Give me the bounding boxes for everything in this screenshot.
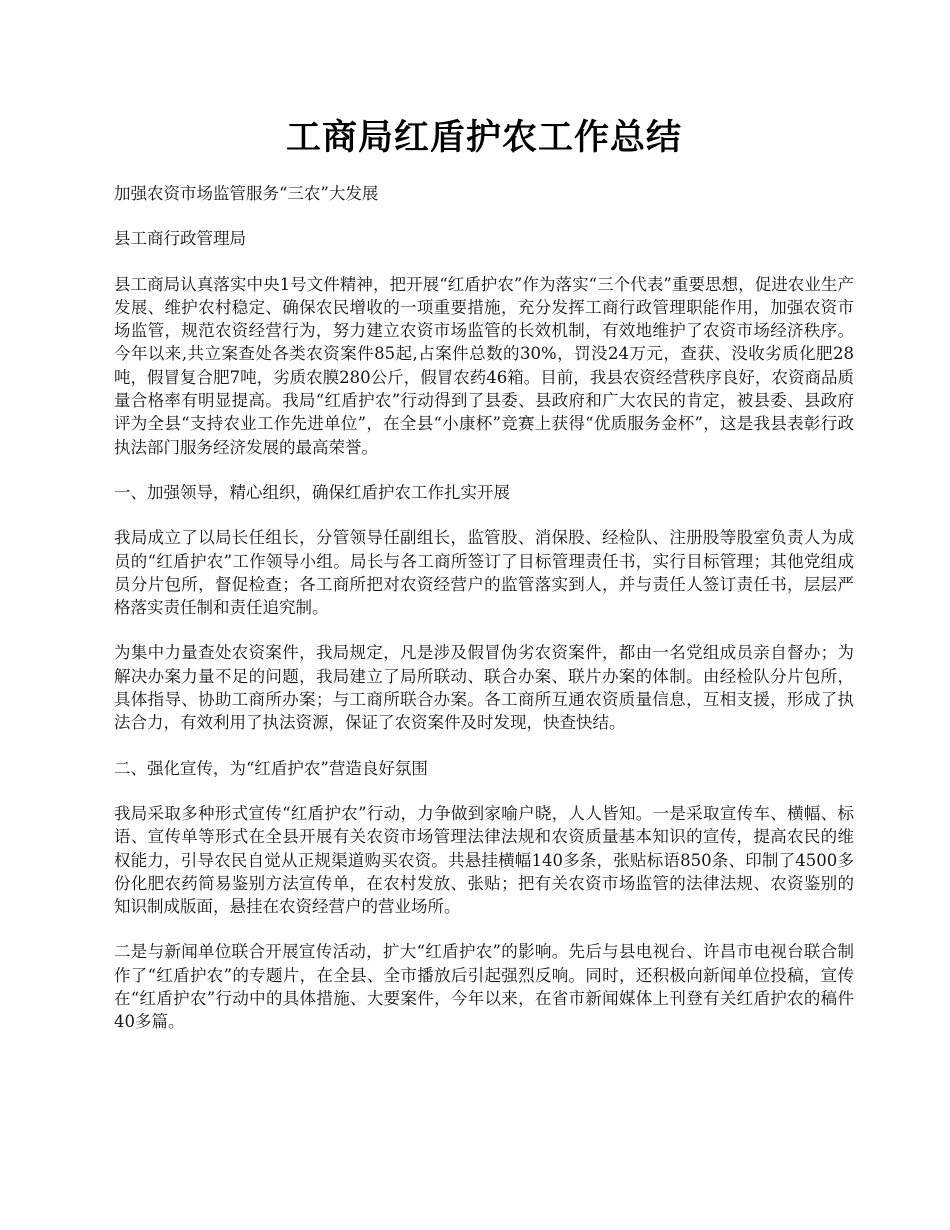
paragraph-leadership: 我局成立了以局长任组长，分管领导任副组长，监管股、消保股、经检队、注册股等股室负责人为成员的“红盾护农”工作领导小组。局长与各工商所签订了目标管理责任书，实行目标管理；其他党组成员分片包所，督促检查；各工商所把对农资经营户的监管落实到人，并与责任人签订责任书，层层严格落实责任制和责任追究制。: [114, 528, 854, 618]
paragraph-case-handling: 为集中力量查处农资案件，我局规定，凡是涉及假冒伪劣农资案件，都由一名党组成员亲自督办；为解决办案力量不足的问题，我局建立了局所联动、联合办案、联片办案的体制。由经检队分片包所，具体指导、协助工商所办案；与工商所联合办案。各工商所互通农资质量信息，互相支援，形成了执法合力，有效利用了执法资源，保证了农资案件及时发现，快查快结。: [114, 643, 854, 733]
document-title: 工商局红盾护农工作总结: [285, 117, 682, 158]
paragraph-publicity: 我局采取多种形式宣传“红盾护农”行动，力争做到家喻户晓，人人皆知。一是采取宣传车、横幅、标语、宣传单等形式在全县开展有关农资市场管理法律法规和农资质量基本知识的宣传，提高农民的维权能力，引导农民自觉从正规渠道购买农资。共悬挂横幅140多条，张贴标语850条、印制了4500多份化肥农药简易鉴别方法宣传单，在农村发放、张贴；把有关农资市场监管的法律法规、农资鉴别的知识制成版面，悬挂在农资经营户的营业场所。: [114, 803, 854, 917]
section-heading-1: 一、加强领导，精心组织，确保红盾护农工作扎实开展: [114, 482, 510, 502]
document-subtitle: 加强农资市场监管服务“三农”大发展: [114, 184, 379, 203]
document-author: 县工商行政管理局: [114, 229, 246, 249]
section-heading-2: 二、强化宣传，为“红盾护农”营造良好氛围: [114, 758, 428, 778]
document-page: [114, 0, 854, 1034]
paragraph-intro: 县工商局认真落实中央1号文件精神，把开展“红盾护农”作为落实“三个代表”重要思想，促进农业生产发展、维护农村稳定、确保农民增收的一项重要措施，充分发挥工商行政管理职能作用，加强农资市场监管，规范农资经营行为，努力建立农资市场监管的长效机制，有效地维护了农资市场经济秩序。今年以来,共立案查处各类农资案件85起,占案件总数的30%，罚没24万元，查获、没收劣质化肥28吨，假冒复合肥7吨，劣质农膜280公斤，假冒农药46箱。目前，我县农资经营秩序良好，农资商品质量合格率有明显提高。我局“红盾护农”行动得到了县委、县政府和广大农民的肯定，被县委、县政府评为全县“支持农业工作先进单位”，在全县“小康杯”竞赛上获得“优质服务金杯”，这是我县表彰行政执法部门服务经济发展的最高荣誉。: [114, 274, 854, 457]
paragraph-media: 二是与新闻单位联合开展宣传活动，扩大“红盾护农”的影响。先后与县电视台、许昌市电视台联合制作了“红盾护农”的专题片，在全县、全市播放后引起强烈反响。同时，还积极向新闻单位投稿，宣传在“红盾护农”行动中的具体措施、大要案件，今年以来，在省市新闻媒体上刊登有关红盾护农的稿件40多篇。: [114, 942, 854, 1032]
